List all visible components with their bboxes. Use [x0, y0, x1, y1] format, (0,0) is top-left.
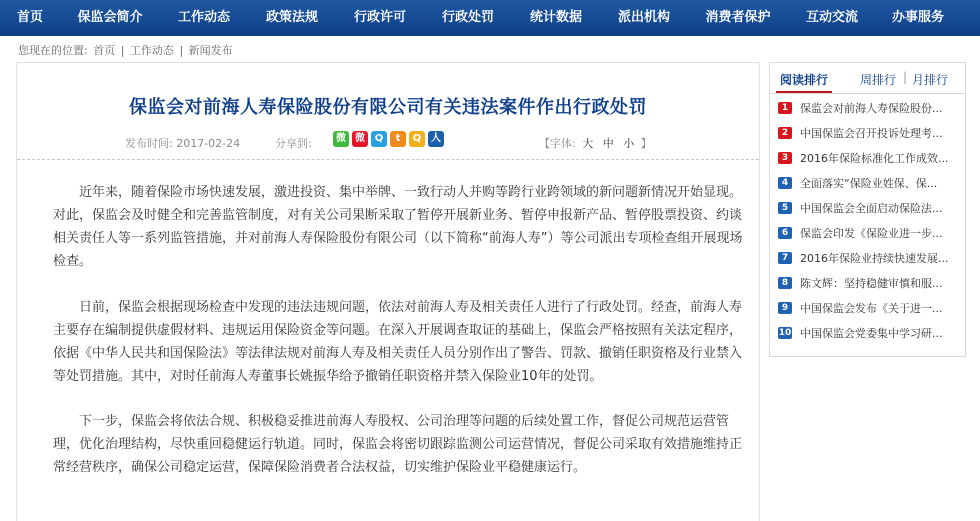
rank-item[interactable]	[778, 274, 958, 299]
rank-item-text: 全面落实“保险业姓保、保...	[800, 177, 938, 190]
reading-rank-header	[770, 63, 965, 94]
reading-rank-panel	[769, 62, 966, 357]
rank-item[interactable]	[778, 299, 958, 324]
breadcrumb-separator: |	[120, 44, 125, 57]
nav-work-news[interactable]: 工作动态	[177, 10, 230, 25]
nav-branches[interactable]: 派出机构	[617, 10, 670, 25]
article-title: 保监会对前海人寿保险股份有限公司有关违法案件作出行政处罚	[129, 97, 647, 118]
renren-icon[interactable]: 人	[428, 131, 444, 147]
rank-number: 8	[778, 277, 792, 289]
rank-item-text: 中国保监会党委集中学习研...	[800, 327, 943, 340]
rank-item[interactable]	[778, 149, 958, 174]
font-size-large[interactable]: 大	[582, 137, 594, 150]
breadcrumb	[18, 42, 235, 58]
rank-item-text: 2016年保险业持续快速发展...	[800, 252, 949, 265]
share-icons	[333, 131, 444, 147]
nav-licensing[interactable]: 行政许可	[353, 10, 406, 25]
rank-number: 10	[778, 328, 792, 338]
breadcrumb-work-news[interactable]: 工作动态	[129, 44, 174, 57]
rank-item-text: 保监会对前海人寿保险股份...	[800, 102, 943, 115]
qzone-icon[interactable]: Q	[371, 131, 387, 147]
reading-rank-underline	[776, 91, 832, 93]
rank-item-text: 中国保监会全面启动保险法...	[800, 202, 943, 215]
article-paragraph-2: 日前，保监会根据现场检查中发现的违法违规问题，依法对前海人寿及相关责任人进行了行政处罚。经查，前海人寿主要存在编制提供虚假材料、违规运用保险资金等问题。在深入开展调查取证的基础上，保监会严格按照有关法定程序，依据《中华人民共和国保险法》等法律法规对前海人寿及相关责任人员分别作出了警告、罚款、撤销任职资格及行业禁入等处罚措施。其中，对时任前海人寿董事长姚振华给予撤销任职资格并禁入保险业10年的处罚。	[53, 300, 743, 384]
nav-policy[interactable]: 政策法规	[265, 10, 318, 25]
rank-item-text: 2016年保险标准化工作成效...	[800, 152, 949, 165]
tab-weekly-rank[interactable]: 周排行	[860, 73, 897, 87]
nav-penalty[interactable]: 行政处罚	[441, 10, 494, 25]
article-paragraph-3: 下一步，保监会将依法合规、积极稳妥推进前海人寿股权、公司治理等问题的后续处置工作，督促公司规范运营管理，优化治理结构，尽快重回稳健运行轨道。同时，保监会将密切跟踪监测公司运营情况，督促公司采取有效措施维持正常经营秩序，确保公司稳定运营，保障保险消费者合法权益，切实维护保险业平稳健康运行。	[53, 414, 743, 475]
rank-item-text: 中国保监会召开投诉处理考...	[800, 127, 943, 140]
rank-item[interactable]	[778, 174, 958, 199]
rank-number: 5	[778, 202, 792, 214]
rank-item[interactable]	[778, 124, 958, 149]
rank-number: 2	[778, 127, 792, 139]
nav-consumer[interactable]: 消费者保护	[705, 10, 771, 25]
rank-item-text: 中国保监会发布《关于进一...	[800, 302, 943, 315]
breadcrumb-prefix: 您现在的位置:	[18, 44, 88, 57]
tencent-weibo-icon[interactable]: t	[390, 131, 406, 147]
weibo-icon[interactable]: 微	[352, 131, 368, 147]
rank-item-text: 保监会印发《保险业进一步...	[800, 227, 943, 240]
publish-date: 2017-02-24	[176, 137, 241, 150]
rank-item-text: 陈文辉：坚持稳健审慎和服...	[800, 277, 943, 290]
publish-info	[125, 135, 240, 151]
nav-interaction[interactable]: 互动交流	[805, 10, 858, 25]
rank-number: 6	[778, 227, 792, 239]
nav-statistics[interactable]: 统计数据	[529, 10, 582, 25]
font-size-small[interactable]: 小	[623, 137, 635, 150]
qq-icon[interactable]: Q	[409, 131, 425, 147]
rank-number: 3	[778, 152, 792, 164]
rank-item[interactable]	[778, 224, 958, 249]
breadcrumb-home[interactable]: 首页	[93, 44, 116, 57]
share-label: 分享到:	[275, 137, 312, 150]
nav-about[interactable]: 保监会简介	[77, 10, 143, 25]
rank-item[interactable]	[778, 99, 958, 124]
nav-home[interactable]: 首页	[16, 10, 43, 25]
publish-label: 发布时间:	[125, 137, 173, 150]
article-panel	[16, 62, 760, 521]
wechat-icon[interactable]: 微	[333, 131, 349, 147]
rank-list	[778, 99, 958, 349]
rank-number: 1	[778, 102, 792, 114]
breadcrumb-press-release[interactable]: 新闻发布	[188, 44, 233, 57]
font-size-medium[interactable]: 中	[602, 137, 614, 150]
rank-item[interactable]	[778, 249, 958, 274]
rank-number: 9	[778, 302, 792, 314]
rank-number: 7	[778, 252, 792, 264]
rank-number: 4	[778, 177, 792, 189]
font-size-label: 【字体:	[539, 137, 576, 150]
nav-services[interactable]: 办事服务	[891, 10, 944, 25]
rank-item[interactable]	[778, 199, 958, 224]
rank-item[interactable]	[778, 324, 958, 349]
article-paragraph-1: 近年来，随着保险市场快速发展，激进投资、集中举牌、一致行动人并购等跨行业跨领域的新问题新情况开始显现。对此，保监会及时健全和完善监管制度，对有关公司果断采取了暂停开展新业务、暂停申报新产品、暂停股票投资、约谈相关责任人等一系列监管措施，并对前海人寿保险股份有限公司（以下简称“前海人寿”）等公司派出专项检查组开展现场检查。	[53, 185, 743, 269]
article-meta	[17, 131, 759, 160]
breadcrumb-separator: |	[179, 44, 184, 57]
font-size-control	[539, 135, 652, 151]
tab-separator: |	[903, 70, 908, 84]
tab-monthly-rank[interactable]: 月排行	[912, 73, 949, 87]
reading-rank-title: 阅读排行	[780, 73, 829, 87]
font-size-bracket: 】	[640, 137, 652, 150]
top-nav	[0, 0, 980, 36]
